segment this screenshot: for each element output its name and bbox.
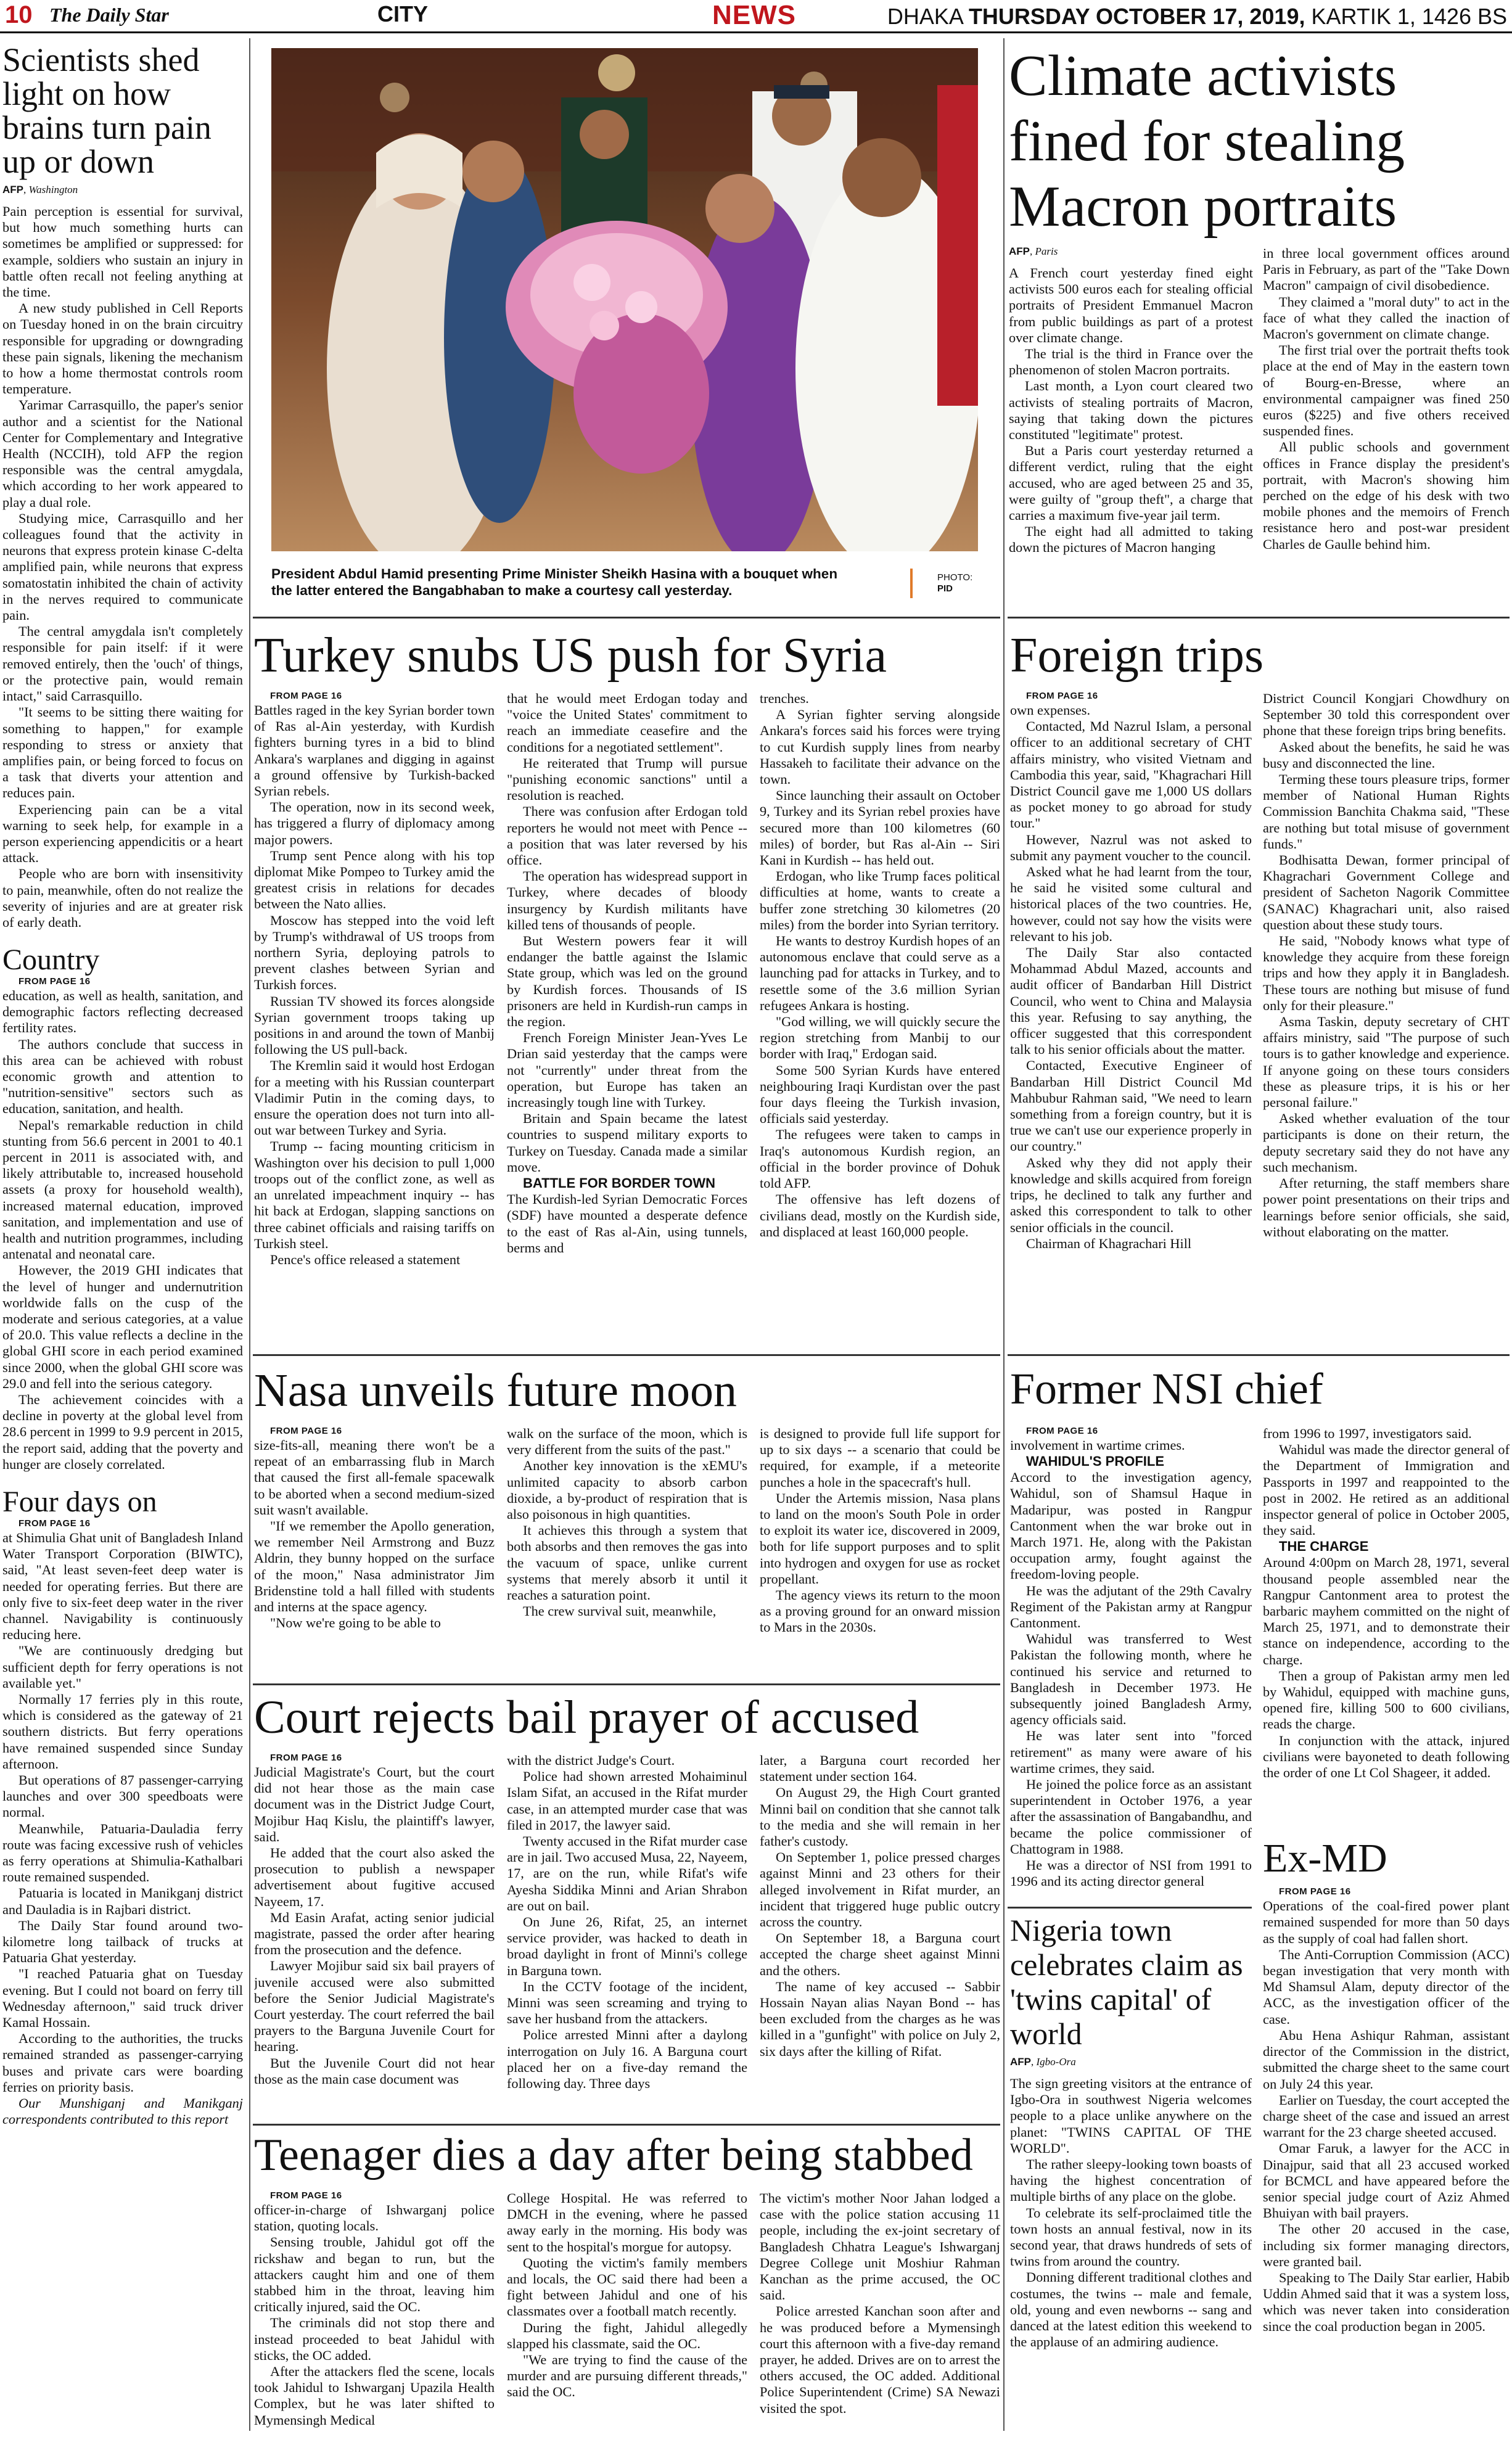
section-label: CITY: [377, 1, 429, 27]
article-paragraph: Normally 17 ferries ply in this route, which is considered as the gateway of 21 southern districts. But ferry operations have remained suspended since Sunday afternoon.: [2, 1691, 243, 1772]
foreign-headline: Foreign trips: [1010, 628, 1264, 683]
article-paragraph: from 1996 to 1997, investigators said.: [1263, 1426, 1472, 1441]
article-paragraph: But Western powers fear it will endanger the battle against the Islamic State group, which was led on the ground by Kurdish forces. Thousands of IS prisoners are held in Kurdish-run camps in the region.: [507, 933, 747, 1030]
fourdays-headline: Four days on: [2, 1486, 157, 1519]
article-paragraph: size-fits-all, meaning there won't be a repeat of an embarrassing flub in March that caused the first all-female spacewalk to be aborted when a second medium-sized suit wasn't available.: [254, 1437, 495, 1518]
article-paragraph: There was confusion after Erdogan told reporters he would not meet with Pence -- a position that was later reversed by his office.: [507, 803, 747, 868]
nasa-col2: [507, 1426, 747, 1679]
article-paragraph: "I reached Patuaria ghat on Tuesday evening. But I could not board on ferry till Wednesday afternoon," said truck driver Kamal Hossain.: [2, 1966, 243, 2030]
article-paragraph: "God willing, we will quickly secure the region stretching from Manbij to our border with Iraq," Erdogan said.: [760, 1014, 1000, 1062]
article-paragraph: District Council Kongjari Chowdhury on September 30 told this correspondent over phone that these foreign trips bring benefits.: [1263, 691, 1510, 739]
article-paragraph: "We are continuously dredging but sufficient depth for ferry operations is not available yet.": [2, 1643, 243, 1691]
climate-article: [1009, 43, 1510, 239]
foreign-col2: [1263, 691, 1510, 1344]
article-paragraph: The Daily Star also contacted Mohammad Abdul Mazed, accounts and audit officer of Bandarban Hill District Council, who went to China and Malaysia this year. Refusing to say anything, the officer suggested that this correspondent talk to his senior officials about the matter.: [1010, 945, 1252, 1058]
article-paragraph: On September 1, police pressed charges against Minni and 23 others for their alleged involvement in Rifat murder, an incident that triggered huge public outcry across the country.: [760, 1849, 1000, 1930]
article-paragraph: "It seems to be sitting there waiting for something to happen," for example responding to stress or anxiety that amplifies pain, or being forced to focus on a task that diverts your attention and reduces pain.: [2, 704, 243, 801]
nigeria-byline: AFP, Igbo-Ora: [1010, 2056, 1076, 2068]
from-page-label: FROM PAGE 16: [270, 691, 342, 701]
date-suffix: KARTIK 1, 1426 BS: [1305, 4, 1507, 29]
article-paragraph: According to the authorities, the trucks remained stranded as passenger-carrying buses and private cars were boarding ferries on priority basis.: [2, 2031, 243, 2095]
exmd-article: [1263, 1836, 1510, 2435]
photo-caption: President Abdul Hamid presenting Prime Minister Sheikh Hasina with a bouquet when the latter entered the Bangabhaban to make a courtesy call yesterday.: [271, 566, 838, 598]
nsi-col1: [1010, 1426, 1252, 1901]
article-paragraph: The victim's mother Noor Jahan lodged a case with the police station accusing 11 people, including the ex-joint secretary of Bangladesh Chhatra League's Ishwarganj Degree College unit Moshiur Rahman Kanchan as the prime accused, the OC said.: [760, 2190, 1000, 2303]
article-paragraph: Quoting the victim's family members and locals, the OC said there had been a fight between Jahidul and one of his classmates over a football match recently.: [507, 2254, 747, 2319]
nsi-headline: Former NSI chief: [1010, 1364, 1323, 1413]
article-paragraph: Then a group of Pakistan army men led by Wahidul, equipped with machine guns, opened fire, killing 500 to 600 civilians, reads the charge.: [1263, 1667, 1510, 1732]
section-rule: [1008, 1354, 1510, 1356]
climate-col2: [1263, 245, 1510, 603]
article-paragraph: The crew survival suit, meanwhile,: [523, 1603, 717, 1619]
article-paragraph: Md Easin Arafat, acting senior judicial magistrate, passed the order after hearing from the prosecution and the defence.: [254, 1909, 495, 1958]
nsi-col2: [1263, 1426, 1510, 1833]
article-paragraph: The rather sleepy-looking town boasts of having the highest concentration of multiple births of any place on the globe.: [1010, 2156, 1252, 2205]
nigeria-article: [1010, 1913, 1252, 2434]
article-paragraph: He reiterated that Trump will pursue "punishing economic sanctions" until a resolution is reached.: [507, 755, 747, 803]
article-paragraph: But a Paris court yesterday returned a different verdict, ruling that the eight accused, who are aged between 25 and 35, were guilty of "group theft", a charge that carries a maximum five-year jail term.: [1009, 443, 1253, 524]
section-rule: [253, 617, 1000, 618]
article-paragraph: later, a Barguna court recorded her statement under section 164.: [760, 1753, 1000, 1785]
foreign-col1: [1010, 691, 1252, 1344]
article-paragraph: The eight had all admitted to taking down the pictures of Macron hanging: [1009, 524, 1253, 556]
article-paragraph: walk on the surface of the moon, which is very different from the suits of the past.": [507, 1426, 747, 1458]
article-paragraph: that he would meet Erdogan today and "voice the United States' commitment to reach an immediate ceasefire and the conditions for a negotiated settlement".: [507, 691, 747, 755]
article-paragraph: Omar Faruk, a lawyer for the ACC in Dinajpur, said that all 23 accused worked for BCMCL and have appeared before the senior special judge court of Aziz Ahmed Bhuiyan with bail prayers.: [1263, 2140, 1510, 2221]
article-paragraph: Another key innovation is the xEMU's unlimited capacity to absorb carbon dioxide, a by-product of respiration that is also poisonous in high quantities.: [507, 1458, 747, 1523]
from-page-label: FROM PAGE 16: [270, 2190, 342, 2201]
article-paragraph: He wants to destroy Kurdish hopes of an autonomous enclave that could serve as a launching pad for attacks in Turkey, and to resettle some of the 3.6 million Syrian refugees Ankara is hosting.: [760, 933, 1000, 1013]
article-paragraph: The Kremlin said it would host Erdogan for a meeting with his Russian counterpart Vladimir Putin in the coming days, to ensure the operation does not turn into all-out war between Turkey and Syria.: [254, 1058, 495, 1138]
article-paragraph: Wahidul was transferred to West Pakistan the following month, where he continued his service and returned to Bangladesh in December 1973. He subsequently joined Bangladesh Army, agency officials said.: [1010, 1631, 1252, 1728]
article-paragraph: He was a director of NSI from 1991 to 1996 and its acting director general: [1010, 1857, 1252, 1889]
article-paragraph: Under the Artemis mission, Nasa plans to land on the moon's South Pole in order to exploit its water ice, discovered in 2009, both for life support purposes and to split into hydrogen and oxygen for use as rocket propellant.: [760, 1490, 1000, 1587]
article-paragraph: Asked what he had learnt from the tour, he said he visited some cultural and historical places of the two countries. He, however, could not say how the visits were relevant to his job.: [1010, 864, 1252, 944]
article-paragraph: Police had shown arrested Mohaiminul Islam Sifat, an accused in the Rifat murder case, in an attempted murder case that was filed in 2017, the lawyer said.: [507, 1769, 747, 1833]
article-paragraph: The Kurdish-led Syrian Democratic Forces (SDF) have mounted a desperate defence to the east of Ras al-Ain, using tunnels, berms and: [507, 1191, 747, 1255]
turkey-col3: [760, 691, 1000, 1344]
article-paragraph: Bodhisatta Dewan, former principal of Khagrachari Government College and president of Sacheton Nagorik Committee (SANAC) Khagrachari unit, also raised question about these study tours.: [1263, 852, 1510, 932]
article-paragraph: The Daily Star found around two-kilometre long tailback of trucks at Patuaria Ghat yesterday.: [2, 1917, 243, 1966]
article-paragraph: Some 500 Syrian Kurds have entered neighbouring Iraqi Kurdistan over the past four days fleeing the Turkish invasion, officials said yesterday.: [760, 1062, 1000, 1127]
article-paragraph: Terming these tours pleasure trips, former member of National Human Rights Commission Banchita Chakma said, "These are nothing but total misuse of government funds.": [1263, 771, 1510, 852]
credit-label: PHOTO:: [937, 572, 973, 583]
subhead: WAHIDUL'S PROFILE: [1026, 1453, 1165, 1469]
subhead: BATTLE FOR BORDER TOWN: [523, 1175, 716, 1191]
article-paragraph: Lawyer Mojibur said six bail prayers of juvenile accused were also submitted before the Senior Judicial Magistrate's Court yesterday. The court referred the bail prayers to the Barguna Juvenile Court for hearing.: [254, 1958, 495, 2055]
article-paragraph: French Foreign Minister Jean-Yves Le Drian said yesterday that the camps were not "currently" under threat from the operation, but Europe has taken an increasingly tough line with Turkey.: [507, 1030, 747, 1111]
country-headline: Country: [2, 943, 100, 977]
article-paragraph: Earlier on Tuesday, the court accepted the charge sheet of the case and issued an arrest warrant for the 23 charge sheeted accused.: [1263, 2092, 1510, 2140]
section-rule: [253, 1683, 1000, 1685]
turkey-headline: Turkey snubs US push for Syria: [254, 628, 887, 683]
from-page-label: FROM PAGE 16: [270, 1426, 342, 1436]
turkey-col1: [254, 691, 495, 1344]
article-paragraph: A French court yesterday fined eight activists 500 euros each for stealing official portraits of President Emmanuel Macron from public buildings as part of a protest over climate change.: [1009, 265, 1253, 345]
article-paragraph: The Anti-Corruption Commission (ACC) began investigation that very month with Md Shamsul Alam, deputy director of the ACC, as the investigation officer of the case.: [1263, 1946, 1510, 2027]
news-label: NEWS: [712, 0, 796, 30]
article-paragraph: Operations of the coal-fired power plant remained suspended for more than 50 days as the supply of coal had fallen short.: [1263, 1898, 1510, 1946]
article-paragraph: Erdogan, who like Trump faces political difficulties at home, wants to create a buffer zone stretching 30 kilometres (20 miles) from the border into Syrian territory.: [760, 868, 1000, 932]
article-paragraph: involvement in wartime crimes.: [1010, 1437, 1185, 1453]
article-paragraph: trenches.: [760, 691, 809, 706]
article-paragraph: Last month, a Lyon court cleared two activists of stealing portraits of Macron, saying that taking down the pictures constituted "legitimate" protest.: [1009, 378, 1253, 443]
article-paragraph: The first trial over the portrait thefts took place at the end of May in the eastern town of Bourg-en-Bresse, where an environmental campaigner was fined 250 euros ($225) and five others received suspended fines.: [1263, 342, 1510, 439]
article-paragraph: The name of key accused -- Sabbir Hossain Nayan alias Nayan Bond -- has been excluded from the charges as he was killed in a "gunfight" with police on July 2, six days after the killing of Rifat.: [760, 1978, 1000, 2059]
article-paragraph: Patuaria is located in Manikganj district and Dauladia is in Rajbari district.: [2, 1885, 243, 1917]
article-paragraph: Yarimar Carrasquillo, the paper's senior author and a scientist for the National Center for Complementary and Integrative Health (NCCIH), told AFP the region responsible was the central amygdala, which according to her work appeared to play a dual role.: [2, 397, 243, 510]
article-paragraph: Contacted, Executive Engineer of Bandarban Hill District Council Md Mahbubur Rahman said, "We need to learn something from a foreign country, but it is true we can't use our experience properly in our country.": [1010, 1058, 1252, 1154]
byline-agency: AFP: [1010, 2056, 1031, 2068]
nasa-col3: [760, 1426, 1000, 1679]
from-page-label: FROM PAGE 16: [18, 1518, 91, 1529]
column-rule: [249, 38, 250, 2431]
article-paragraph: The central amygdala isn't completely responsible for pain itself: if it were removed entirely, then the 'ouch' of things, or the protective pain, would remain intact," said Carrasquillo.: [2, 623, 243, 704]
section-rule: [1008, 617, 1510, 618]
article-paragraph: The sign greeting visitors at the entrance of Igbo-Ora in southwest Nigeria welcomes people to a place unlike anywhere on the planet: "TWINS CAPITAL OF THE WORLD".: [1010, 2076, 1252, 2156]
article-paragraph: College Hospital. He was referred to DMCH in the evening, where he passed away early in the morning. His body was sent to the hospital's morgue for autopsy.: [507, 2190, 747, 2254]
article-paragraph: The authors conclude that success in this area can be achieved with robust economic growth and attention to "nutrition-sensitive" sectors such as education, sanitation, and health.: [2, 1036, 243, 1117]
article-paragraph: But operations of 87 passenger-carrying launches and over 300 speedboats were normal.: [2, 1772, 243, 1820]
article-paragraph: Experiencing pain can be a vital warning to seek help, for example in a person experiencing appendicitis or a heart attack.: [2, 801, 243, 866]
left-column: [2, 43, 243, 2433]
section-rule: [253, 2124, 1000, 2126]
article-paragraph: Accord to the investigation agency, Wahidul, son of Shamsul Haque in Madaripur, was posted in Rangpur Cantonment when the war broke out in March 1971. He, along with the Pakistan occupation army, fought against the freedom-loving people.: [1010, 1469, 1252, 1582]
article-paragraph: However, Nazrul was not asked to submit any payment voucher to the council.: [1010, 831, 1252, 863]
article-paragraph: Britain and Spain became the latest countries to suspend military exports to Turkey on Tuesday. Canada made a similar move.: [507, 1111, 747, 1175]
brains-headline: Scientists shed light on how brains turn pain up or down: [2, 43, 212, 180]
article-paragraph: Abu Hena Ashiqur Rahman, assistant director of the Commission in the district, submitted the charge sheet to the same court on July 24 this year.: [1263, 2027, 1510, 2092]
from-page-label: FROM PAGE 16: [1026, 1426, 1098, 1436]
article-paragraph: Nepal's remarkable reduction in child stunting from 56.6 percent in 2001 to 40.1 percent in 2011 is associated with, and likely attributable to, increased household assets (a proxy for household wealth), increased maternal education, improved sanitation, and implementation and use of health and nutrition programmes, including antenatal and neonatal care.: [2, 1117, 243, 1262]
article-paragraph: Since launching their assault on October 9, Turkey and its Syrian rebel proxies have secured more than 100 kilometres (60 miles) of border, but Ras al-Ain -- Siri Kani in Kurdish -- has held out.: [760, 787, 1000, 868]
article-paragraph: The agency views its return to the moon as a proving ground for an onward mission to Mars in the 2030s.: [760, 1587, 1000, 1635]
brains-body: [2, 203, 243, 931]
article-paragraph: Donning different traditional clothes and costumes, the twins -- male and female, old, young and even newborns -- sang and danced at the latest edition this weekend to the applause of an admiring audience.: [1010, 2269, 1252, 2350]
article-paragraph: He was the adjutant of the 29th Cavalry Regiment of the Pakistan army at Rangpur Cantonment.: [1010, 1582, 1252, 1631]
teen-headline: Teenager dies a day after being stabbed: [254, 2130, 973, 2180]
article-paragraph: On June 26, Rifat, 25, an internet service provider, was hacked to death in broad daylight in front of Minni's college in Barguna town.: [507, 1914, 747, 1978]
exmd-headline: Ex-MD: [1263, 1836, 1387, 1881]
article-paragraph: Police arrested Minni after a daylong interrogation on July 16. A Barguna court placed her on a five-day remand the following day. Three days: [507, 2027, 747, 2092]
nigeria-headline: Nigeria town celebrates claim as 'twins capital' of world: [1010, 1913, 1243, 2051]
date-main: THURSDAY OCTOBER 17, 2019,: [968, 4, 1305, 29]
section-rule: [1008, 1907, 1252, 1909]
article-paragraph: The achievement coincides with a decline in poverty at the global level from 28.6 percent in 1999 to 9.9 percent in 2015, the report said, adding that the poverty and hunger are closely correlated.: [2, 1392, 243, 1472]
article-paragraph: at Shimulia Ghat unit of Bangladesh Inland Water Transport Corporation (BIWTC), said, "At least seven-feet deep water is needed for operating ferries. But there are only five to six-feet deep water in the river channel. Navigability is continuously reducing here.: [2, 1529, 243, 1643]
credit-source: PID: [937, 583, 953, 594]
article-paragraph: A new study published in Cell Reports on Tuesday honed in on the brain circuitry responsible for upgrading or downgrading these pain signals, likening the mechanism to how a home thermostat controls room temperature.: [2, 300, 243, 397]
article-paragraph: People who are born with insensitivity to pain, meanwhile, often do not realize the severity of injuries and are at greater risk of early death.: [2, 866, 243, 930]
article-paragraph: Twenty accused in the Rifat murder case are in jail. Two accused Musa, 22, Nayeem, 17, are on the run, while Rifat's wife Ayesha Siddika Minni and Arian Shrabon are out on bail.: [507, 1833, 747, 1913]
climate-byline: AFP, Paris: [1009, 245, 1058, 257]
article-paragraph: After returning, the staff members share power point presentations on their trips and learnings before senior officials, she said, without elaborating on the matter.: [1263, 1175, 1510, 1239]
section-rule: [253, 1354, 1000, 1356]
photo-credit: [937, 572, 987, 594]
article-paragraph: He was later sent into "forced retirement" as many were aware of his wartime crimes, they said.: [1010, 1728, 1252, 1776]
article-paragraph: Trump sent Pence along with his top diplomat Mike Pompeo to Turkey amid the greatest crisis in relations for decades between the Nato allies.: [254, 847, 495, 912]
article-paragraph: with the district Judge's Court.: [507, 1753, 675, 1768]
article-paragraph: During the fight, Jahidul allegedly slapped his classmate, said the OC.: [507, 2319, 747, 2351]
from-page-label: FROM PAGE 16: [270, 1753, 342, 1763]
article-paragraph: Asked why they did not apply their knowledge and skills acquired from foreign trips, he declined to talk any further and asked this correspondent to talk to other senior officials in the council.: [1010, 1154, 1252, 1235]
caption-accent: [910, 569, 913, 598]
article-paragraph: in three local government offices around Paris in February, as part of the "Take Down Macron" campaign of civil disobedience.: [1263, 245, 1510, 294]
article-paragraph: "If we remember the Apollo generation, we remember Neil Armstrong and Buzz Aldrin, they bunny hopped on the surface of the moon," Nasa administrator Jim Bridenstine told a hall filled with students and interns at the space agency.: [254, 1518, 495, 1615]
article-paragraph: On September 18, a Barguna court accepted the charge sheet against Minni and the others.: [760, 1930, 1000, 1978]
article-paragraph: Contacted, Md Nazrul Islam, a personal officer to an additional secretary of CHT affairs ministry, who visited Vietnam and Cambodia this year, said, "Khagrachari Hill District Council gave me 1,000 US dollars as pocket money to go abroad for study tour.": [1010, 718, 1252, 831]
article-paragraph: After the attackers fled the scene, locals took Jahidul to Ishwarganj Upazila Health Complex, but he was later shifted to Mymensingh Medical: [254, 2364, 495, 2428]
court-col2: [507, 1753, 747, 2116]
article-paragraph: Battles raged in the key Syrian border town of Ras al-Ain yesterday, with Kurdish fighters burning tyres in a bid to blind Ankara's warplanes and digging in against a ground offensive by Turkish-backed Syrian rebels.: [254, 702, 495, 799]
article-paragraph: It achieves this through a system that both absorbs and then removes the gas into the vacuum of space, unlike current systems that merely absorb it until it reaches a saturation point.: [507, 1523, 747, 1603]
climate-headline: Climate activists fined for stealing Macron portraits: [1009, 44, 1405, 239]
fourdays-body: [2, 1518, 243, 2128]
article-paragraph: The trial is the third in France over the phenomenon of stolen Macron portraits.: [1009, 346, 1253, 378]
article-paragraph: Sensing trouble, Jahidul got off the rickshaw and began to run, but the attackers caught him and one of them stabbed him in the throat, leaving him critically injured, said the OC.: [254, 2234, 495, 2315]
article-paragraph: The operation, now in its second week, has triggered a flurry of diplomacy among major powers.: [254, 799, 495, 847]
article-paragraph: He added that the court also asked the prosecution to publish a newspaper advertisement about fugitive accused Nayeem, 17.: [254, 1845, 495, 1909]
paper-name: The Daily Star: [49, 4, 169, 26]
article-paragraph: officer-in-charge of Ishwarganj police station, quoting locals.: [254, 2202, 495, 2234]
article-paragraph: The other 20 accused in the case, including six former managing directors, were granted bail.: [1263, 2221, 1510, 2269]
byline-place: Paris: [1035, 245, 1058, 257]
article-paragraph: Wahidul was made the director general of the Department of Immigration and Passports in 1997 and reappointed to the post in 2002. He retired as an additional inspector general of police in October 2005, they said.: [1263, 1442, 1510, 1539]
teen-col3: [760, 2190, 1000, 2434]
teen-col2: [507, 2190, 747, 2434]
byline-agency: AFP: [2, 184, 23, 195]
subhead: THE CHARGE: [1279, 1539, 1369, 1555]
court-col3: [760, 1753, 1000, 2116]
article-paragraph: However, the 2019 GHI indicates that the level of hunger and undernutrition worldwide falls on the cusp of the moderate and serious categories, at a value of 20.0. This value reflects a decline in the global GHI score in each period examined since 2000, when the global GHI score was 29.0 and fell into the serious category.: [2, 1262, 243, 1391]
article-paragraph: The refugees were taken to camps in Iraq's autonomous Kurdish region, an official in the border province of Dohuk told AFP.: [760, 1127, 1000, 1191]
date-line: [887, 4, 1507, 30]
article-paragraph: education, as well as health, sanitation, and demographic factors reflecting decreased fertility rates.: [2, 987, 243, 1036]
from-page-label: FROM PAGE 16: [18, 976, 91, 987]
article-paragraph: Pence's office released a statement: [270, 1251, 461, 1267]
news-photo: [271, 48, 978, 551]
article-paragraph: Asked about the benefits, he said he was busy and disconnected the line.: [1263, 739, 1510, 771]
climate-col1: [1009, 240, 1253, 604]
page-number: 10: [5, 1, 33, 28]
article-paragraph: Moscow has stepped into the void left by Trump's withdrawal of US troops from northern Syria, deploying patrols to prevent clashes between Syrian and Turkish forces.: [254, 912, 495, 993]
article-paragraph: Pain perception is essential for survival, but how much something hurts can sometimes be amplified or suppressed: for example, soldiers who sustain an injury in battle often recall not feeling anything at the time.: [2, 203, 243, 300]
article-paragraph: is designed to provide full life support for up to six days -- a scenario that could be required, for example, if a meteorite punches a hole in the spacecraft's hull.: [760, 1426, 1000, 1490]
article-paragraph: The criminals did not stop there and instead proceeded to beat Jahidul with sticks, the OC added.: [254, 2315, 495, 2363]
article-paragraph: In conjunction with the attack, injured civilians were bayoneted to death following the order of one Lt Col Shageer, it added.: [1263, 1732, 1510, 1781]
masthead: [0, 0, 1512, 33]
article-paragraph: own expenses.: [1010, 702, 1091, 718]
turkey-col2: [507, 691, 747, 1344]
date-prefix: DHAKA: [887, 4, 969, 29]
article-paragraph: A Syrian fighter serving alongside Ankara's forces said his forces were trying to cut Kurdish supply lines from nearby Hassakeh to facilitate their advance on the town.: [760, 707, 1000, 787]
nasa-col1: [254, 1426, 495, 1679]
column-rule: [1003, 38, 1005, 2431]
article-paragraph: "We are trying to find the cause of the murder and are pursuing different threads," said the OC.: [507, 2352, 747, 2400]
article-paragraph: Asma Taskin, deputy secretary of CHT affairs ministry, said "The purpose of such tours is to gather knowledge and experience. If anyone going on these tours considers these as pleasure trips, it is his or her personal failure.": [1263, 1014, 1510, 1111]
article-paragraph: Russian TV showed its forces alongside Syrian government troops taking up positions in and around the town of Manbij following the US pull-back.: [254, 993, 495, 1058]
article-paragraph: The operation has widespread support in Turkey, where decades of bloody insurgency by Kurdish militants have killed tens of thousands of people.: [507, 868, 747, 932]
byline-agency: AFP: [1009, 245, 1030, 257]
article-paragraph: He said, "Nobody knows what type of knowledge they acquire from these foreign trips and how they apply it in Bangladesh. These tours are nothing but misuse of fund only for their pleasure.": [1263, 933, 1510, 1013]
court-col1: [254, 1753, 495, 2116]
from-page-label: FROM PAGE 16: [1026, 691, 1098, 701]
article-paragraph: Speaking to The Daily Star earlier, Habib Uddin Ahmed said that it was a system loss, which was never taken into consideration since the coal production began in 2005.: [1263, 2269, 1510, 2334]
article-paragraph: They claimed a "moral duty" to act in the face of what they called the inaction of Macron's government on climate change.: [1263, 294, 1510, 342]
byline-place: Washington: [28, 184, 78, 195]
article-paragraph: In the CCTV footage of the incident, Minni was seen screaming and trying to save her husband from the attackers.: [507, 1978, 747, 2027]
court-headline: Court rejects bail prayer of accused: [254, 1691, 919, 1743]
article-paragraph: Studying mice, Carrasquillo and her colleagues found that the activity in neurons that express protein kinase C-delta amplified pain, while neurons that express somatostatin inhibited the chain of activity in the nerves required to communicate pain.: [2, 510, 243, 623]
article-paragraph: All public schools and government offices in France display the president's portrait, with Macron's showing him perched on the edge of his desk with two mobile phones and the memoirs of French resistance hero and post-war president Charles de Gaulle behind him.: [1263, 439, 1510, 552]
from-page-label: FROM PAGE 16: [1279, 1886, 1351, 1897]
article-paragraph: On August 29, the High Court granted Minni bail on condition that she cannot talk to the media and she will remain in her father's custody.: [760, 1785, 1000, 1849]
article-paragraph: Trump -- facing mounting criticism in Washington over his decision to pull 1,000 troops out of the conflict zone, as well as an unrelated impeachment inquiry -- has hit back at Erdogan, slapping sanctions on three cabinet officials and raising tariffs on Turkish steel.: [254, 1138, 495, 1251]
article-paragraph: But the Juvenile Court did not hear those as the main case document was: [254, 2055, 495, 2087]
article-paragraph: "Now we're going to be able to: [270, 1615, 441, 1631]
article-paragraph: Asked whether evaluation of the tour participants is done on their return, the deputy secretary said they do not have any such mechanism.: [1263, 1111, 1510, 1175]
article-paragraph: Chairman of Khagrachari Hill: [1026, 1235, 1192, 1251]
footnote: Our Munshiganj and Manikganj correspondents contributed to this report: [2, 2095, 243, 2127]
nasa-headline: Nasa unveils future moon: [254, 1365, 738, 1416]
article-paragraph: Police arrested Kanchan soon after and he was produced before a Mymensingh court this afternoon with a five-day remand prayer, he added. Drives are on to arrest the others accused, the OC added. Additional Police Superintendent (Crime) SA Newazi visited the spot.: [760, 2303, 1000, 2416]
article-paragraph: Meanwhile, Patuaria-Dauladia ferry route was facing excessive rush of vehicles as ferry operations at Shimulia-Kathalbari route remained suspended.: [2, 1820, 243, 1885]
country-body: [2, 976, 243, 1473]
byline-place: Igbo-Ora: [1036, 2056, 1076, 2068]
brains-byline: AFP, Washington: [2, 184, 78, 195]
article-paragraph: Around 4:00pm on March 28, 1971, several thousand people assembled near the Rangpur Cantonment area to protest the barbaric mayhem committed on the night of March 25, 1971, and to demonstrate their stance on independence, according to the charge.: [1263, 1555, 1510, 1667]
article-paragraph: To celebrate its self-proclaimed title the town hosts an annual festival, now in its second year, that draws hundreds of sets of twins from around the country.: [1010, 2205, 1252, 2269]
article-paragraph: The offensive has left dozens of civilians dead, mostly on the Kurdish side, and displaced at least 160,000 people.: [760, 1191, 1000, 1239]
article-paragraph: Judicial Magistrate's Court, but the court did not hear those as the main case document was in the District Judge Court, Mojibur Haq Kislu, the plaintiff's lawyer, said.: [254, 1764, 495, 1844]
teen-col1: [254, 2190, 495, 2434]
photo-illustration: [271, 48, 978, 551]
article-paragraph: He joined the police force as an assistant superintendent in October 1976, a year after the assassination of Bangabandhu, and became the police commissioner of Chattogram in 1988.: [1010, 1777, 1252, 1857]
